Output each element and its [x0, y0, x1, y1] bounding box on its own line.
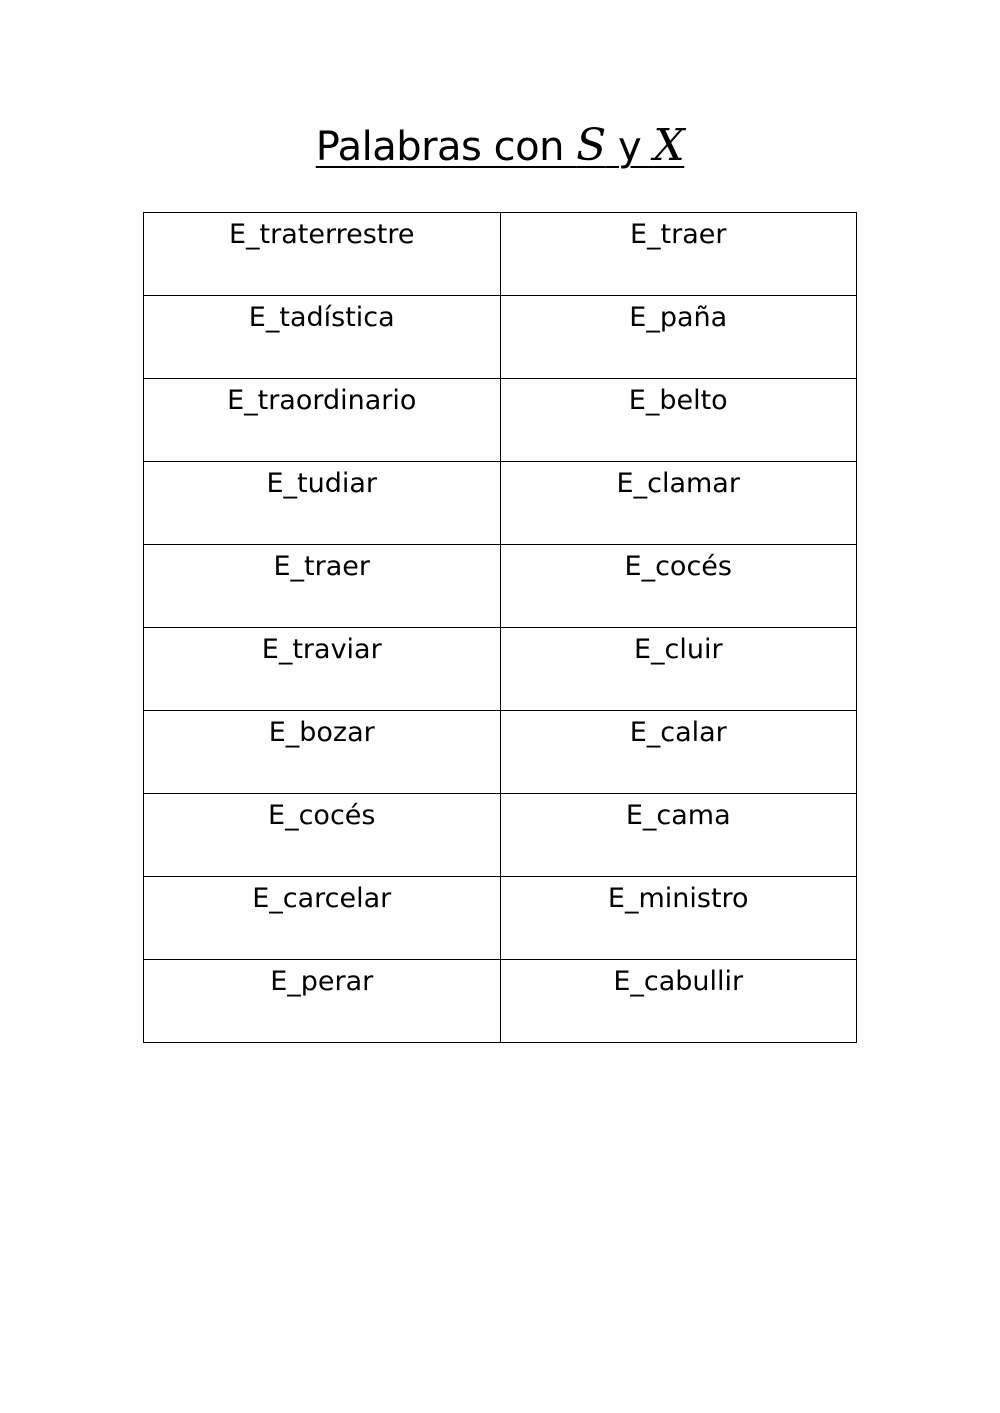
word-text: E_traordinario — [227, 385, 417, 416]
title-prefix: Palabras con — [315, 124, 577, 170]
word-text: E_traer — [273, 551, 370, 582]
word-text: E_clamar — [616, 468, 740, 499]
table-row — [144, 545, 857, 628]
table-row — [144, 960, 857, 1043]
word-text: E_cabullir — [613, 966, 744, 997]
word-cell — [500, 711, 857, 794]
word-cell — [144, 545, 501, 628]
word-cell — [144, 379, 501, 462]
title-text — [316, 118, 685, 175]
word-text: E_perar — [270, 966, 374, 997]
word-cell — [500, 379, 857, 462]
table-row — [144, 462, 857, 545]
word-text: E_traviar — [261, 634, 382, 665]
table-row — [144, 379, 857, 462]
word-cell — [500, 960, 857, 1043]
word-cell — [144, 960, 501, 1043]
word-text: E_paña — [629, 302, 728, 333]
title-letter-s: S — [576, 120, 606, 171]
word-cell — [144, 462, 501, 545]
word-text: E_cocés — [268, 800, 376, 831]
word-text: E_ministro — [607, 883, 749, 914]
word-cell — [500, 877, 857, 960]
word-cell — [500, 296, 857, 379]
word-cell — [144, 296, 501, 379]
table-row — [144, 628, 857, 711]
word-text: E_tadística — [248, 302, 395, 333]
title-connector: y — [605, 124, 654, 170]
word-text: E_cocés — [624, 551, 732, 582]
word-table — [143, 212, 857, 1043]
word-text: E_cluir — [633, 634, 723, 665]
word-text: E_tudiar — [266, 468, 378, 499]
word-cell — [500, 213, 857, 296]
table-row — [144, 296, 857, 379]
word-cell — [500, 545, 857, 628]
word-text: E_carcelar — [252, 883, 392, 914]
word-cell — [144, 628, 501, 711]
table-row — [144, 711, 857, 794]
table-row — [144, 877, 857, 960]
word-text: E_belto — [628, 385, 728, 416]
word-text: E_traterrestre — [228, 219, 415, 250]
page-title — [0, 118, 1000, 175]
word-cell — [500, 462, 857, 545]
table-row — [144, 213, 857, 296]
word-text: E_calar — [629, 717, 727, 748]
word-cell — [500, 628, 857, 711]
word-cell — [144, 213, 501, 296]
word-cell — [144, 711, 501, 794]
word-text: E_bozar — [268, 717, 375, 748]
table-row — [144, 794, 857, 877]
word-text: E_traer — [629, 219, 727, 250]
title-letter-x: X — [653, 120, 685, 171]
word-cell — [144, 877, 501, 960]
word-cell — [500, 794, 857, 877]
word-cell — [144, 794, 501, 877]
word-text: E_cama — [625, 800, 731, 831]
